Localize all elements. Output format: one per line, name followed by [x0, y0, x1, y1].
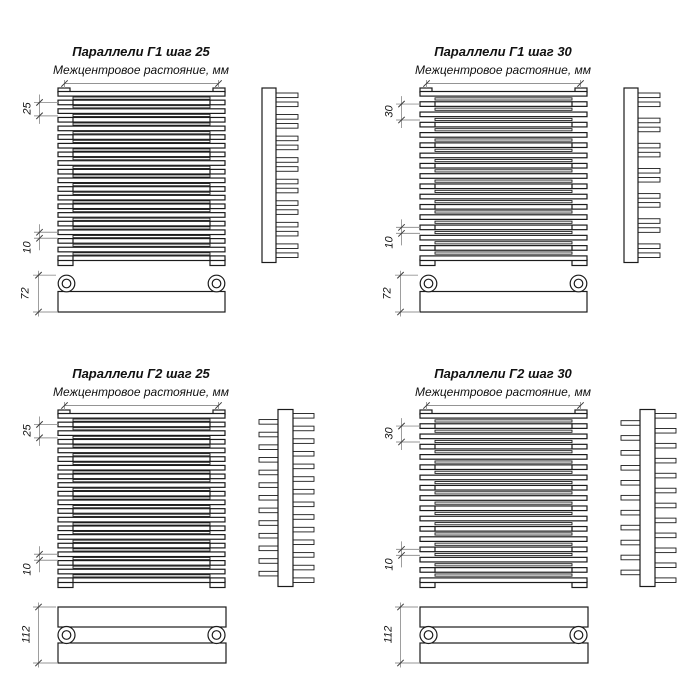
panel-title: Параллели Г2 шаг 30	[434, 366, 572, 381]
front-view-drawing	[58, 410, 225, 588]
panel-g2-25	[33, 402, 314, 668]
step-dimension-value: 25	[21, 102, 34, 115]
bottom-view-drawing	[420, 607, 588, 663]
offset-dimension-value: 10	[383, 558, 396, 571]
base-depth-dimension-value: 112	[382, 625, 395, 644]
step-dimension-value: 30	[383, 105, 396, 118]
base-depth-dimension-value: 112	[20, 625, 33, 644]
step-dimension-value: 25	[21, 424, 34, 437]
base-depth-dimension-value: 72	[19, 287, 32, 300]
panel-title: Параллели Г2 шаг 25	[72, 366, 210, 381]
bottom-view-drawing	[58, 607, 226, 663]
panel-title: Параллели Г1 шаг 30	[434, 44, 572, 59]
front-view-drawing	[420, 88, 587, 266]
center-distance-label: Межцентровое растояние, мм	[53, 63, 229, 77]
side-view-drawing	[259, 410, 314, 587]
center-distance-label: Межцентровое растояние, мм	[415, 63, 591, 77]
offset-dimension-value: 10	[21, 563, 34, 576]
side-view-drawing	[621, 410, 676, 587]
panel-g2-30	[395, 402, 676, 668]
bottom-view-drawing	[420, 275, 587, 312]
bottom-view-drawing	[58, 275, 225, 312]
panel-g1-30	[395, 80, 660, 317]
base-depth-dimension-value: 72	[381, 287, 394, 300]
side-view-drawing	[262, 88, 298, 263]
center-distance-label: Межцентровое растояние, мм	[53, 385, 229, 399]
offset-dimension-value: 10	[21, 241, 34, 254]
panel-title: Параллели Г1 шаг 25	[72, 44, 210, 59]
offset-dimension-value: 10	[383, 236, 396, 249]
front-view-drawing	[420, 410, 587, 588]
side-view-drawing	[624, 88, 660, 263]
center-distance-label: Межцентровое растояние, мм	[415, 385, 591, 399]
step-dimension-value: 30	[383, 427, 396, 440]
front-view-drawing	[58, 88, 225, 266]
panel-g1-25	[33, 80, 298, 317]
